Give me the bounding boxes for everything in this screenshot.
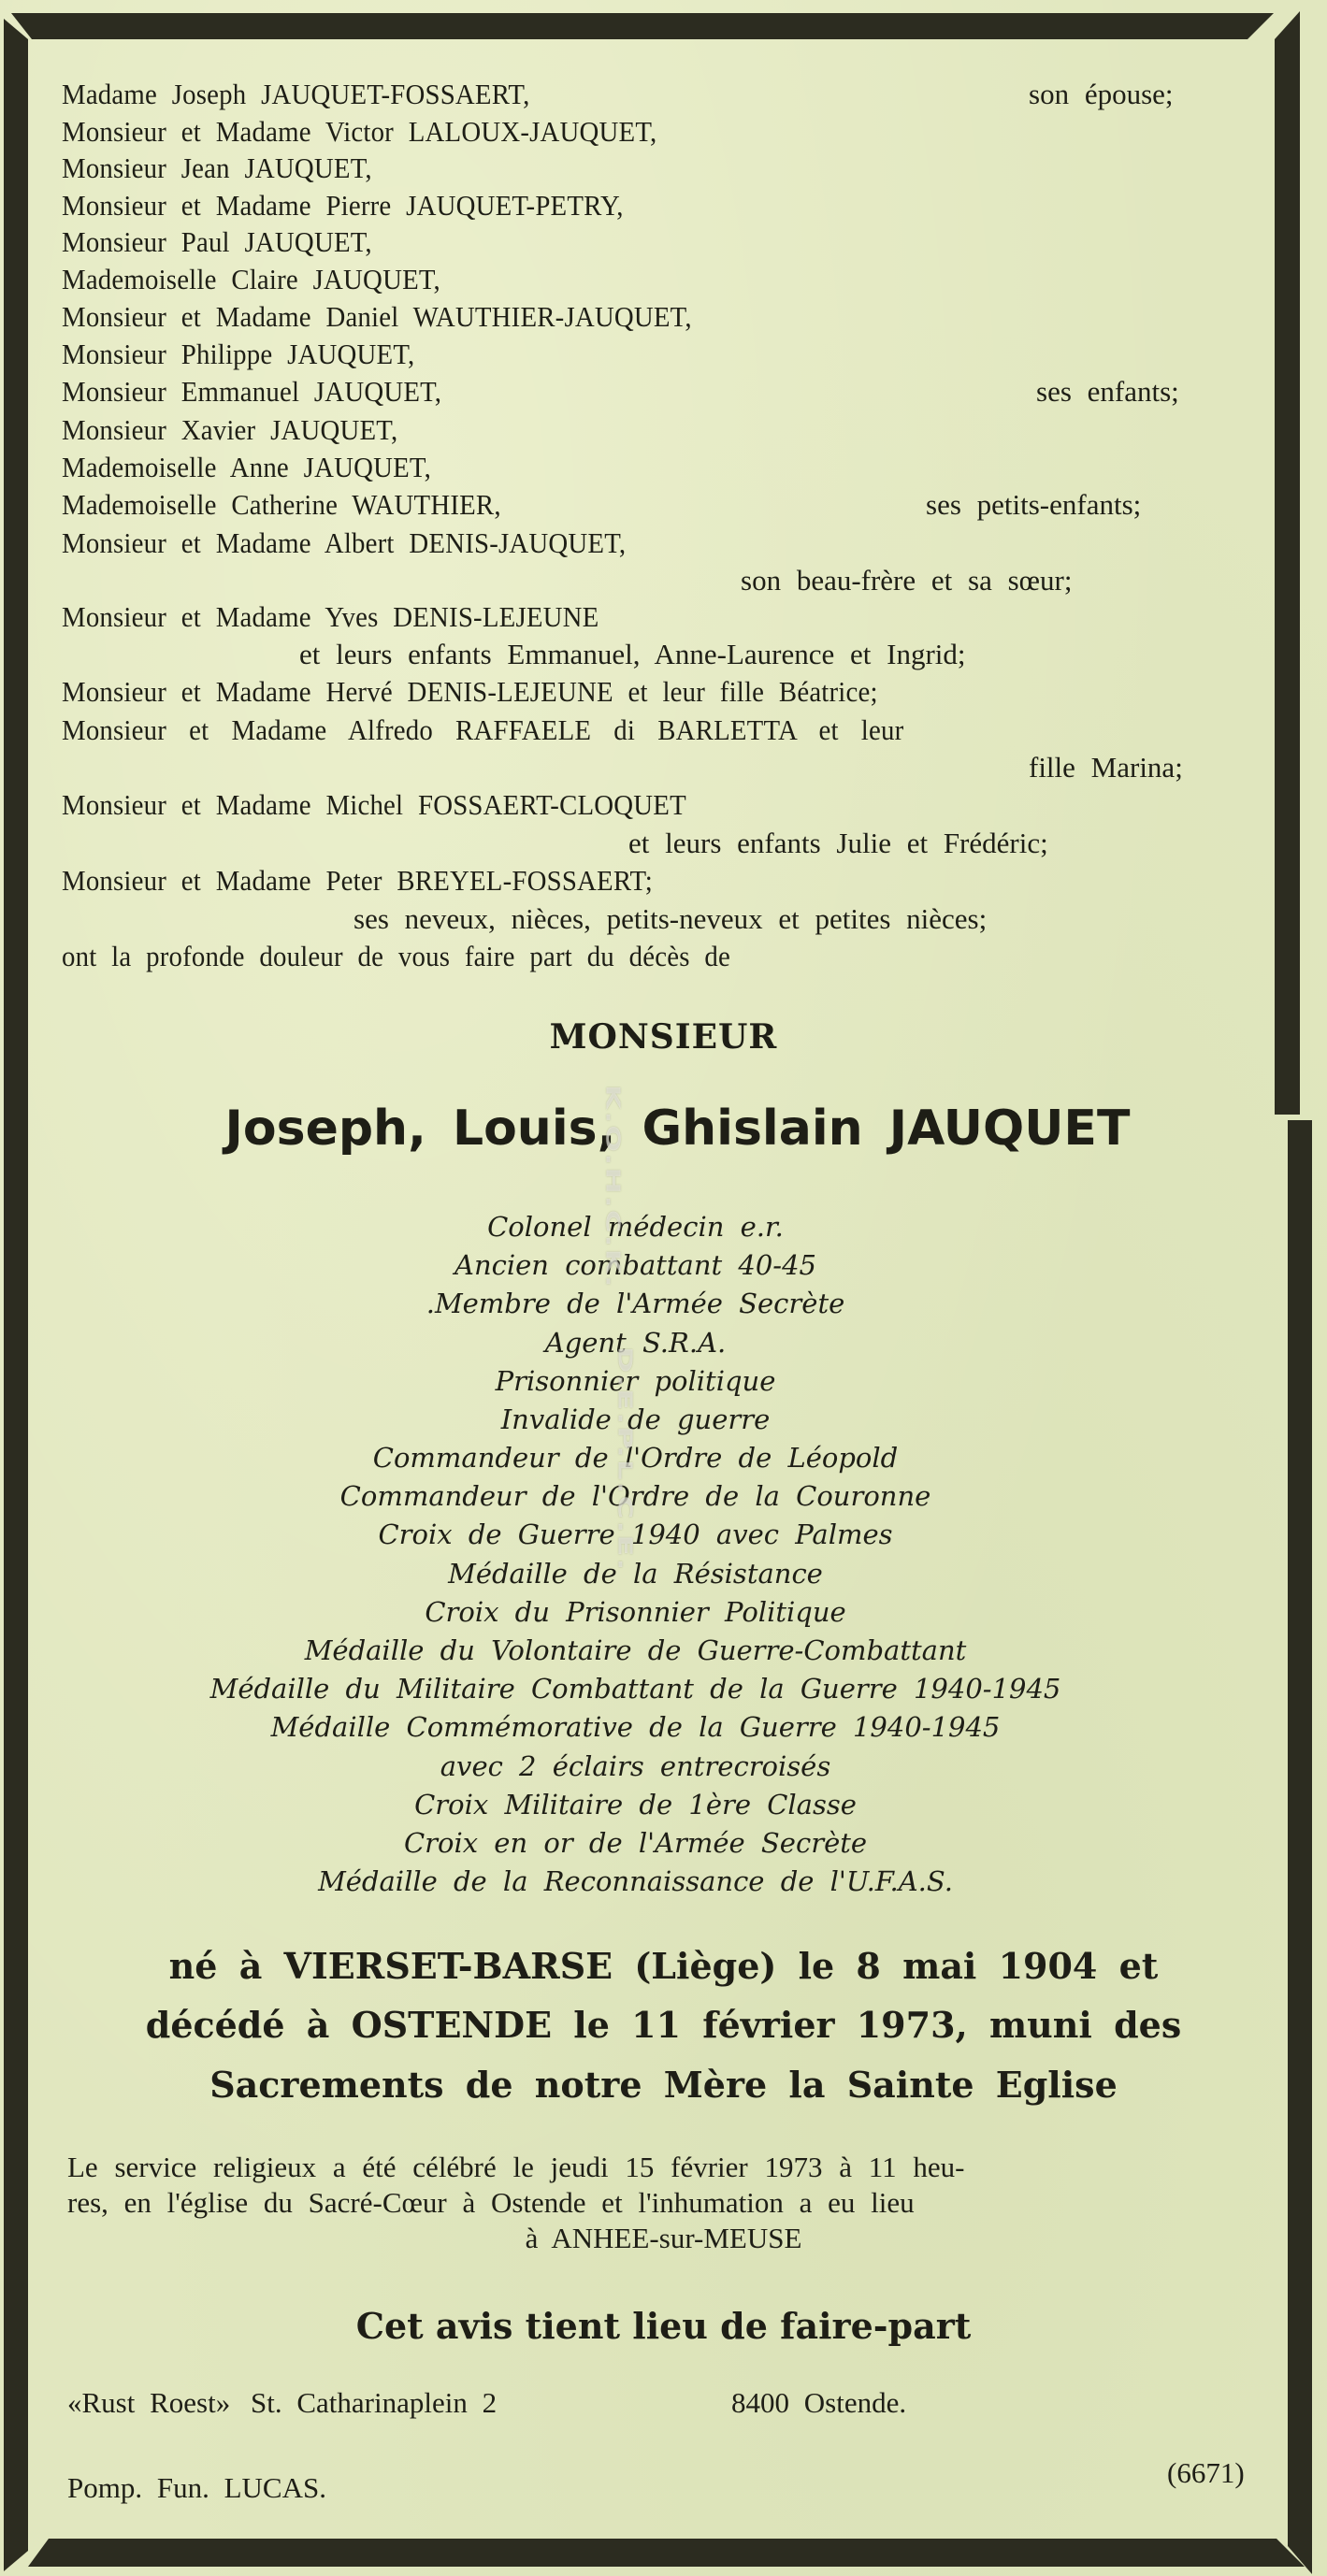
frame-right-upper	[1275, 11, 1300, 1115]
death-line: décédé à OSTENDE le 11 février 1973, muni des	[145, 2004, 1182, 2046]
distinction: Médaille du Volontaire de Guerre-Combattant	[304, 1634, 967, 1666]
distinction: .Membre de l'Armée Secrète	[426, 1288, 845, 1319]
family-name: Monsieur et Madame Peter BREYEL-FOSSAERT;	[62, 864, 653, 897]
service-line: res, en l'église du Sacré-Cœur à Ostende et l'inhumation a eu lieu	[67, 2186, 915, 2219]
frame-top	[11, 13, 1274, 39]
distinction: Médaille de la Reconnaissance de l'U.F.A.S.	[318, 1865, 953, 1897]
family-name: Monsieur Emmanuel JAUQUET,	[62, 375, 442, 408]
distinction: Invalide de guerre	[500, 1403, 771, 1435]
family-relation: son beau-frère et sa sœur;	[741, 564, 1073, 597]
deceased-title: MONSIEUR	[549, 1017, 778, 1057]
announcement-text: ont la profonde douleur de vous faire part du décès de	[62, 940, 730, 972]
family-name: Monsieur et Madame Pierre JAUQUET-PETRY,	[62, 189, 624, 222]
service-line: Le service religieux a été célébré le jeudi 15 février 1973 à 11 heu-	[67, 2151, 965, 2183]
family-relation: ses petits-enfants;	[926, 488, 1142, 521]
family-relation: et leurs enfants Emmanuel, Anne-Laurence et Ingrid;	[299, 638, 966, 670]
distinction: Médaille de la Résistance	[448, 1558, 823, 1590]
family-name: Monsieur et Madame Albert DENIS-JAUQUET,	[62, 526, 627, 559]
distinction: Ancien combattant 40-45	[454, 1249, 816, 1281]
family-relation: son épouse;	[1029, 78, 1174, 110]
family-name: Madame Joseph JAUQUET-FOSSAERT,	[62, 78, 530, 110]
family-name: Monsieur et Madame Daniel WAUTHIER-JAUQUET,	[62, 300, 692, 333]
family-name: Monsieur et Madame Hervé DENIS-LEJEUNE et leur fille Béatrice;	[62, 675, 878, 708]
family-name: Monsieur et Madame Alfredo RAFFAELE di BARLETTA et leur	[62, 713, 904, 746]
family-name: Monsieur Paul JAUQUET,	[62, 225, 372, 258]
deceased-name: Joseph, Louis, Ghislain JAUQUET	[224, 1101, 1131, 1157]
distinction: Colonel médecin e.r.	[487, 1211, 784, 1243]
distinction: Médaille Commémorative de la Guerre 1940-1945	[270, 1711, 1001, 1743]
family-name: Mademoiselle Claire JAUQUET,	[62, 263, 440, 295]
distinction: Croix du Prisonnier Politique	[425, 1596, 846, 1628]
distinction: Commandeur de l'Ordre de Léopold	[372, 1442, 899, 1474]
sacraments-line: Sacrements de notre Mère la Sainte Eglise	[209, 2064, 1118, 2106]
family-name: Mademoiselle Catherine WAUTHIER,	[62, 488, 501, 521]
address-city: 8400 Ostende.	[731, 2386, 907, 2419]
family-relation: ses enfants;	[1036, 375, 1179, 408]
family-name: Mademoiselle Anne JAUQUET,	[62, 451, 431, 483]
address-house: «Rust Roest»	[67, 2386, 231, 2419]
watermark-upper: K.O.H.C.K.	[601, 1085, 624, 1289]
reference-number: (6671)	[1167, 2456, 1245, 2489]
distinction: Médaille du Militaire Combattant de la Guerre 1940-1945	[209, 1673, 1061, 1705]
family-name: Monsieur et Madame Victor LALOUX-JAUQUET,	[62, 115, 657, 148]
family-name: Monsieur Jean JAUQUET,	[62, 151, 372, 184]
address-street: St. Catharinaplein 2	[251, 2386, 498, 2419]
frame-bottom	[28, 2539, 1305, 2567]
family-relation: fille Marina;	[1029, 751, 1183, 784]
distinction: Croix Militaire de 1ère Classe	[414, 1789, 857, 1820]
distinction: Croix en or de l'Armée Secrète	[403, 1827, 868, 1859]
distinction: Croix de Guerre 1940 avec Palmes	[378, 1518, 893, 1550]
watermark-lower: D.E.P.L.C.E.	[613, 1346, 636, 1573]
birth-line: né à VIERSET-BARSE (Liège) le 8 mai 1904 et	[168, 1945, 1159, 1987]
family-name: Monsieur et Madame Yves DENIS-LEJEUNE	[62, 600, 599, 633]
family-name: Monsieur Philippe JAUQUET,	[62, 338, 415, 370]
distinction: Commandeur de l'Ordre de la Couronne	[339, 1480, 931, 1512]
family-name: Monsieur Xavier JAUQUET,	[62, 413, 398, 446]
funeral-home: Pomp. Fun. LUCAS.	[67, 2471, 326, 2504]
family-relation: ses neveux, nièces, petits-neveux et petites nièces;	[353, 902, 988, 935]
distinction: Agent S.R.A.	[544, 1327, 727, 1359]
family-relation: et leurs enfants Julie et Frédéric;	[628, 827, 1048, 859]
notice-text: Cet avis tient lieu de faire-part	[355, 2305, 972, 2347]
service-line: à ANHEE-sur-MEUSE	[525, 2222, 802, 2254]
distinction: avec 2 éclairs entrecroisés	[440, 1750, 831, 1782]
family-name: Monsieur et Madame Michel FOSSAERT-CLOQUET	[62, 788, 686, 821]
distinction: Prisonnier politique	[495, 1365, 776, 1397]
